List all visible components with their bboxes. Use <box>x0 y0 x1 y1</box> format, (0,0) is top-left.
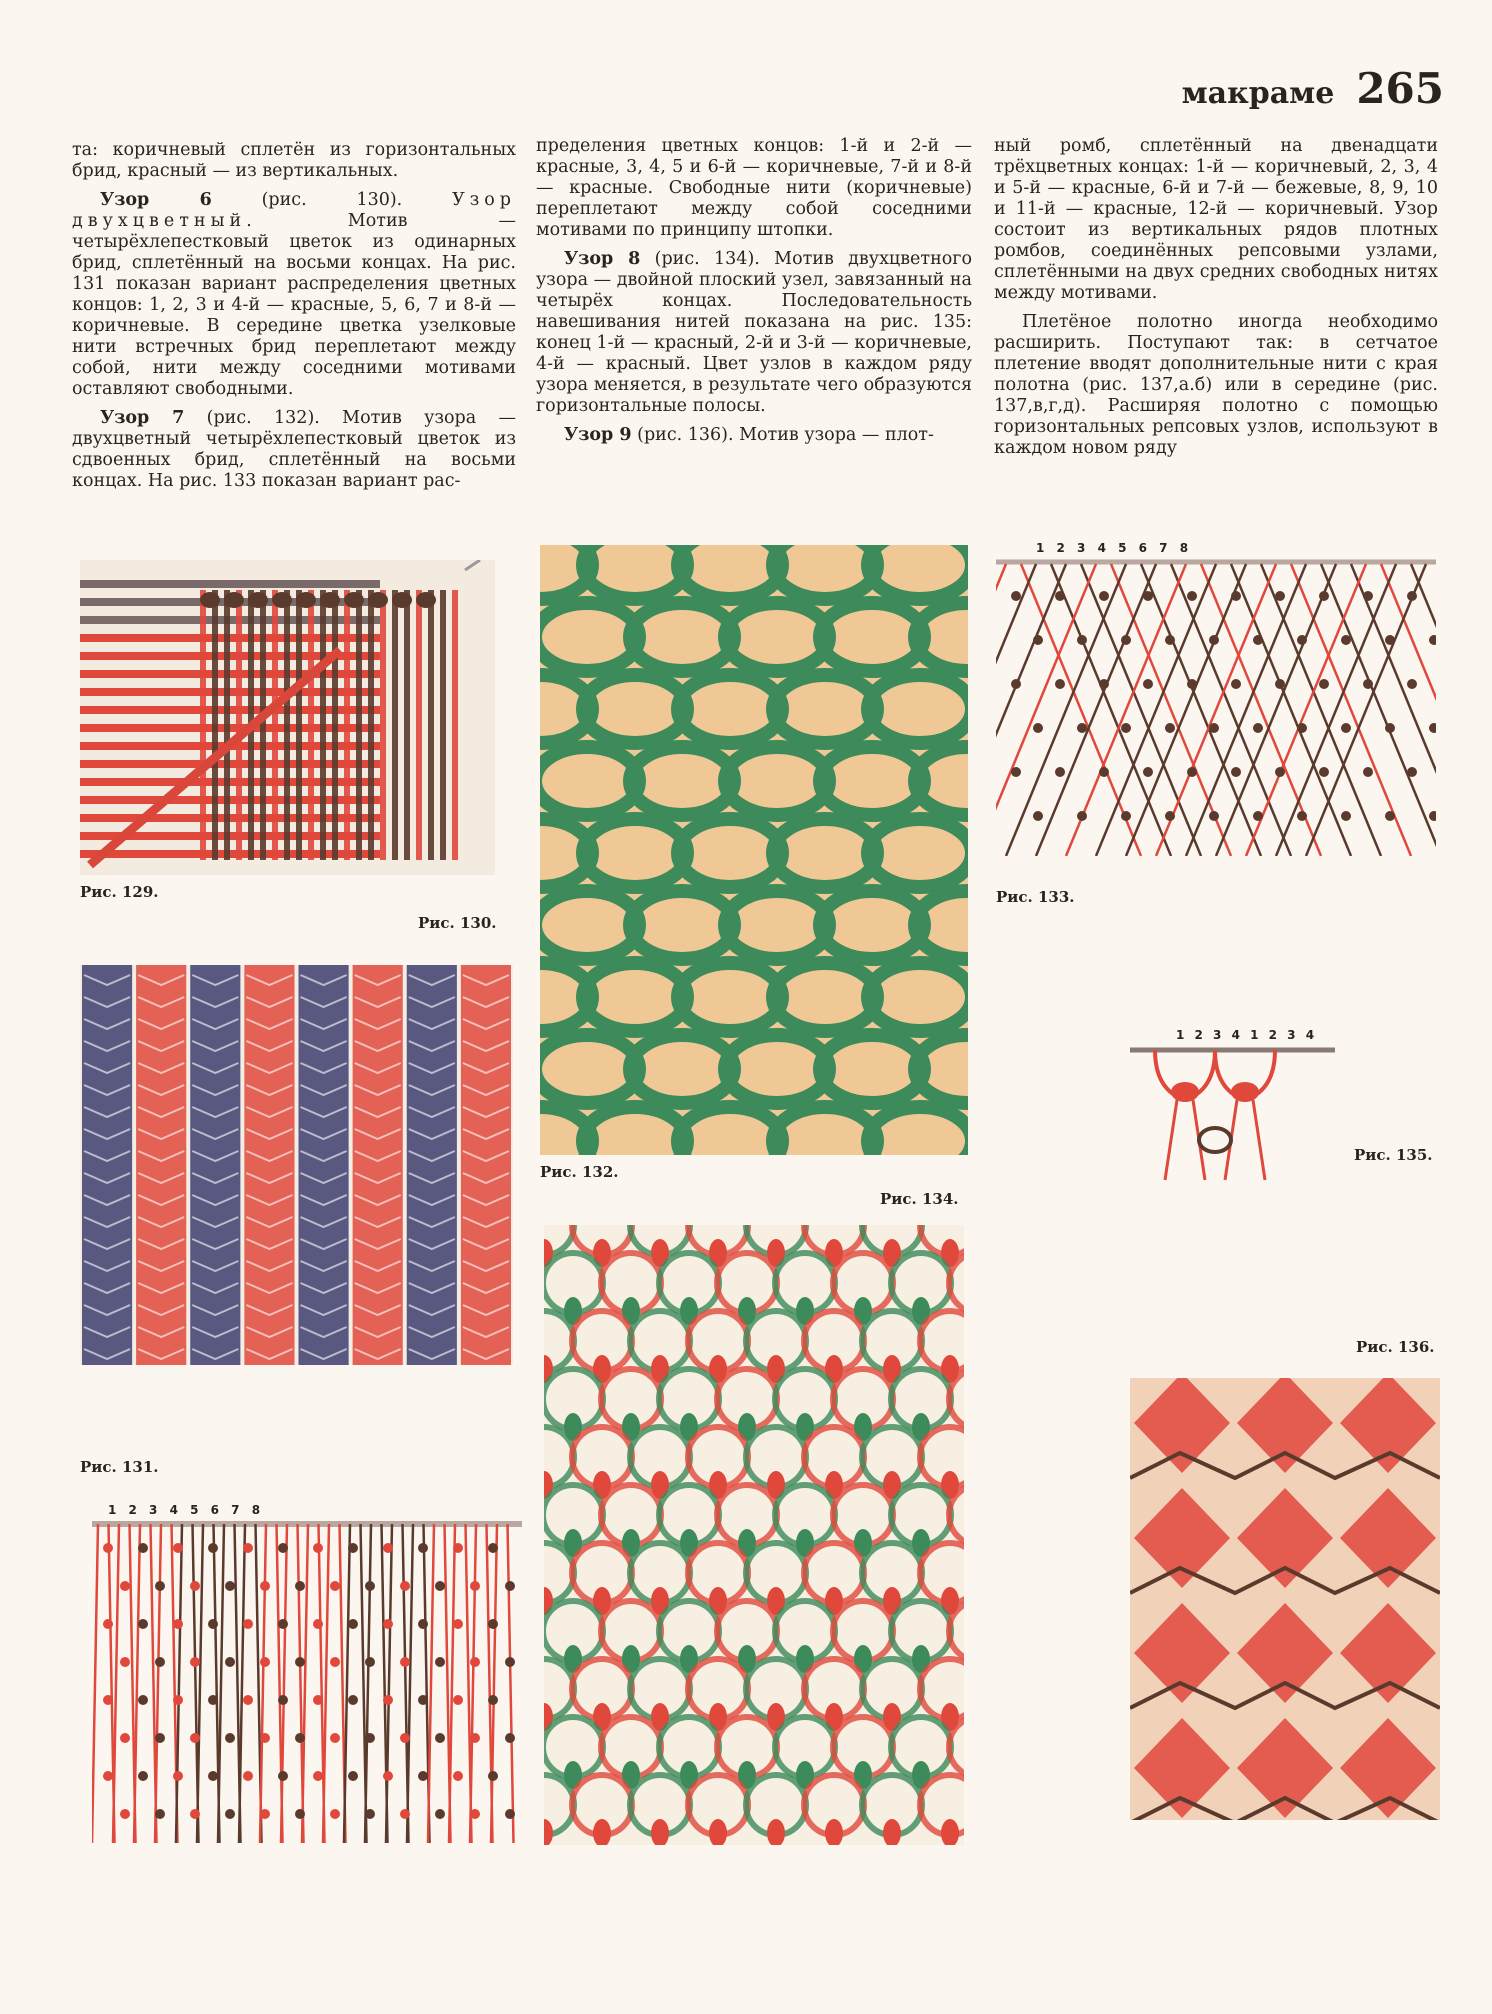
paragraph: Узор 9 (рис. 136). Мотив узора — плот- <box>564 425 934 445</box>
figure-135-diagram <box>1130 1040 1335 1190</box>
page-number: 265 <box>1356 64 1444 113</box>
spaced-text: Узор двухцветный. <box>72 190 516 231</box>
caption-fig-133: Рис. 133. <box>996 888 1075 906</box>
fig135-cord-numbers: 1 2 3 4 1 2 3 4 <box>1176 1028 1315 1042</box>
figure-133-diagram <box>996 556 1436 856</box>
caption-fig-130: Рис. 130. <box>418 914 497 932</box>
pattern-heading: Узор 6 <box>100 190 212 210</box>
caption-fig-135: Рис. 135. <box>1354 1146 1433 1164</box>
paragraph: Узор 8 (рис. 134). Мотив двухцветного узора — двойной плоский узел, завязанный на четырёх концах. Последовательность навешивания нитей показана на рис. 135: конец 1-й — красный, 2-й и 3-й — коричневые, 4-й — красный. Цвет узлов в каждом ряду узора меняется, в результате чего образуются горизонтальные полосы. <box>536 249 972 416</box>
figure-130-image <box>80 965 513 1365</box>
caption-fig-134: Рис. 134. <box>880 1190 959 1208</box>
paragraph: та: коричневый сплетён из горизонтальных брид, красный — из вертикальных. <box>72 140 516 181</box>
fig133-cord-numbers: 1 2 3 4 5 6 7 8 <box>1036 541 1189 555</box>
text-column-1 <box>72 140 516 500</box>
paragraph: ный ромб, сплетённый на двенадцати трёхцветных концах: 1-й — коричневый, 2, 3, 4 и 5-й — красные, 6-й и 7-й — бежевые, 8, 9, 10 и 11-й — красные, 12-й — коричневый. Узор состоит из вертикальных рядов плотных ромбов, соединённых репсовыми узлами, сплетёнными на двух средних свободных нитях между мотивами. <box>994 136 1438 303</box>
text-column-2 <box>536 136 972 454</box>
paragraph: Узор 6 (рис. 130). Узор двухцветный. Мотив — четырёхлепестковый цветок из одинарных брид, сплетённый на восьми концах. На рис. 131 показан вариант распределения цветных концов: 1, 2, 3 и 4-й — красные, 5, 6, 7 и 8-й — коричневые. В середине цветка узелковые нити встречных брид переплетают между собой, нити между соседними мотивами оставляют свободными. <box>72 190 516 399</box>
figure-131-diagram <box>92 1518 522 1848</box>
caption-fig-129: Рис. 129. <box>80 883 159 901</box>
figure-134-image <box>544 1225 964 1845</box>
figure-132-image <box>540 545 968 1155</box>
figure-136-image <box>1130 1378 1440 1820</box>
paragraph: пределения цветных концов: 1-й и 2-й — красные, 3, 4, 5 и 6-й — коричневые, 7-й и 8-й — красные. Свободные нити (коричневые) переплетают между собой соседними мотивами по принципу штопки. <box>536 136 972 240</box>
paragraph: Узор 7 (рис. 132). Мотив узора — двухцветный четырёхлепестковый цветок из сдвоенных брид, сплетённый на восьми концах. На рис. 133 показан вариант рас- <box>72 408 516 491</box>
section-name: макраме <box>1181 76 1335 111</box>
pattern-heading: Узор 9 <box>564 425 632 445</box>
caption-fig-136: Рис. 136. <box>1356 1338 1435 1356</box>
caption-fig-132: Рис. 132. <box>540 1163 619 1181</box>
text-column-3 <box>994 136 1438 467</box>
caption-fig-131: Рис. 131. <box>80 1458 159 1476</box>
fig131-cord-numbers: 1 2 3 4 5 6 7 8 <box>108 1503 261 1517</box>
pattern-heading: Узор 8 <box>564 249 641 269</box>
page-header <box>1182 64 1444 113</box>
figure-129-image <box>80 560 495 875</box>
paragraph: Плетёное полотно иногда необходимо расширить. Поступают так: в сетчатое плетение вводят дополнительные нити с края полотна (рис. 137,а.б) или в середине (рис. 137,в,г,д). Расширяя полотно с помощью горизонтальных репсовых узлов, используют в каждом новом ряду <box>994 312 1438 458</box>
pattern-heading: Узор 7 <box>100 408 185 428</box>
